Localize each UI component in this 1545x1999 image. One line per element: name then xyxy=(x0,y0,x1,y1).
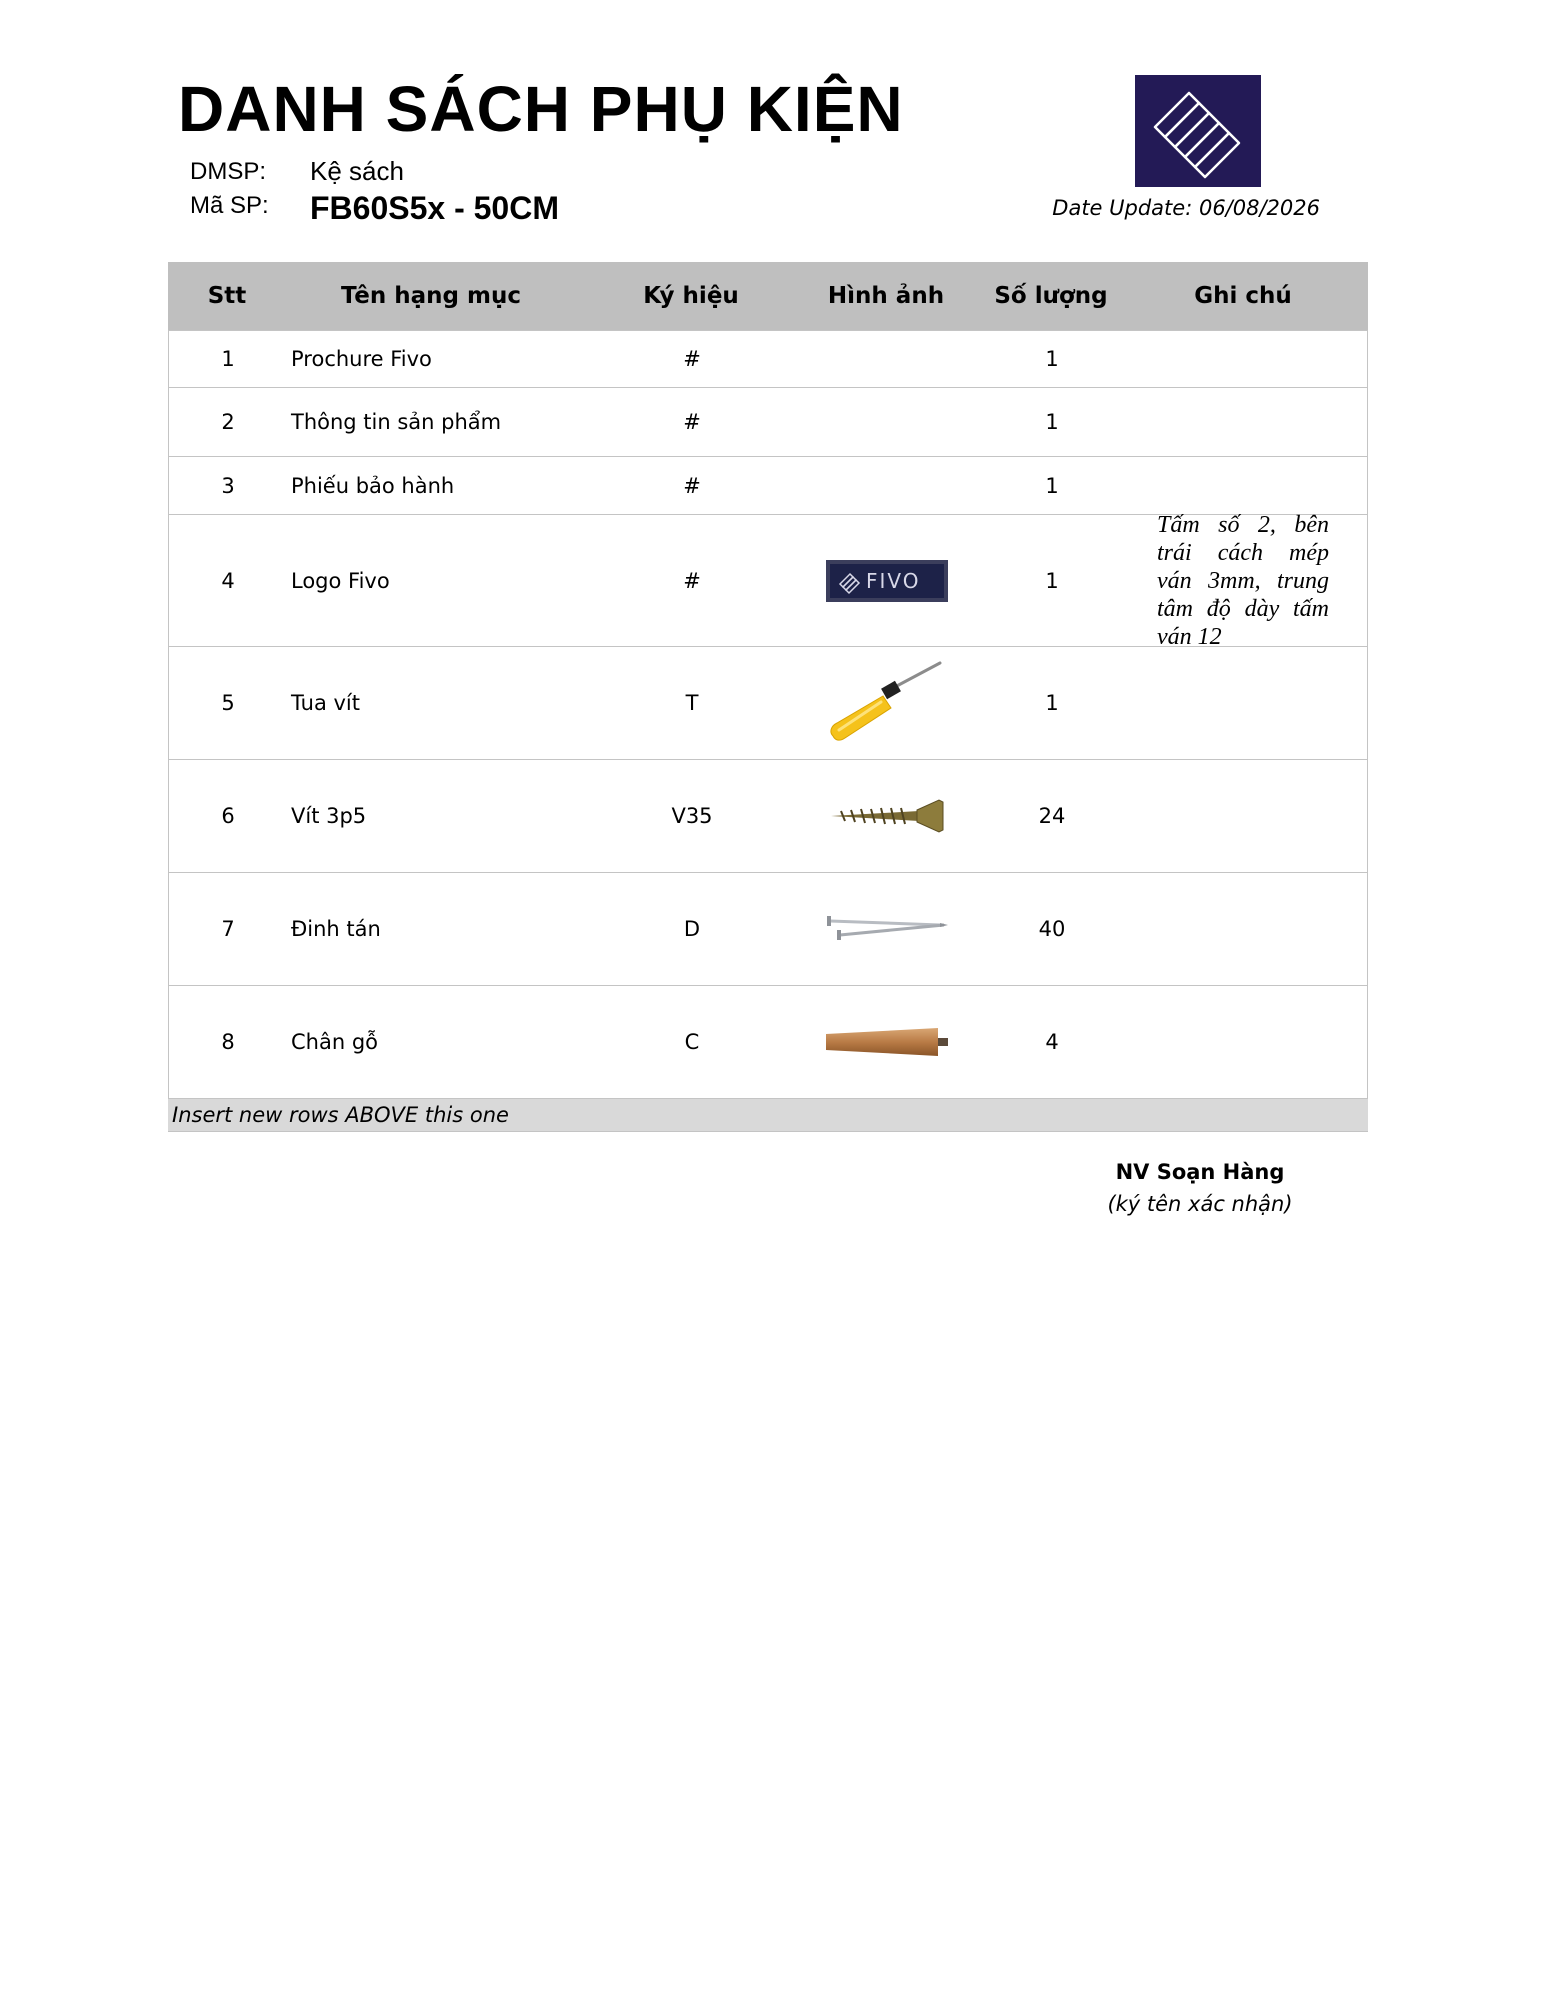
document-title: DANH SÁCH PHỤ KIỆN xyxy=(178,73,904,145)
cell-qty: 1 xyxy=(1045,568,1059,593)
table-row xyxy=(168,457,1368,515)
signature-block xyxy=(1060,1160,1340,1216)
cell-qty: 24 xyxy=(1038,804,1066,828)
cell-qty: 1 xyxy=(1045,347,1059,371)
cell-name: Vít 3p5 xyxy=(291,804,367,828)
table-row xyxy=(168,511,1368,650)
cell-symbol: D xyxy=(683,917,701,941)
cell-stt: 8 xyxy=(221,1030,235,1054)
table-header xyxy=(168,262,1368,330)
cell-image xyxy=(807,1024,967,1060)
cell-symbol: # xyxy=(683,568,701,593)
col-header-note: Ghi chú xyxy=(1194,283,1292,309)
insert-note-row: Insert new rows ABOVE this one xyxy=(168,1099,1368,1132)
col-header-stt: Stt xyxy=(207,283,247,309)
cell-image xyxy=(807,560,967,602)
dmsp-value: Kệ sách xyxy=(310,156,404,186)
ma-sp-label: Mã SP: xyxy=(190,192,269,219)
cell-name: Logo Fivo xyxy=(291,568,390,593)
cell-image xyxy=(807,909,967,949)
cell-stt: 3 xyxy=(221,473,235,498)
cell-image xyxy=(807,796,967,836)
screw-icon xyxy=(827,796,947,836)
table-row xyxy=(168,330,1368,388)
fivo-plate-text: FIVO xyxy=(866,568,921,593)
cell-stt: 6 xyxy=(221,804,235,828)
cell-image xyxy=(807,658,967,748)
table-row xyxy=(168,760,1368,873)
logo-stripes-icon xyxy=(1135,75,1261,187)
cell-stt: 1 xyxy=(221,347,235,371)
cell-name: Prochure Fivo xyxy=(291,347,432,371)
cell-name: Đinh tán xyxy=(291,917,381,941)
fivo-logo-plate-icon xyxy=(826,560,948,602)
cell-name: Chân gỗ xyxy=(291,1030,379,1054)
signature-title: NV Soạn Hàng xyxy=(1115,1160,1285,1184)
table-row xyxy=(168,986,1368,1099)
note-text: Tấm số 2, bên trái cách mép ván 3mm, trung tâm độ dày tấm ván 12 xyxy=(1157,511,1329,650)
cell-symbol: T xyxy=(685,691,699,715)
cell-name: Tua vít xyxy=(291,691,360,715)
cell-qty: 1 xyxy=(1045,473,1059,498)
accessory-table xyxy=(168,262,1368,1132)
cell-qty: 4 xyxy=(1045,1030,1059,1054)
signature-subtitle: (ký tên xác nhận) xyxy=(1107,1192,1293,1216)
company-logo xyxy=(1135,75,1261,187)
cell-note xyxy=(1137,511,1367,651)
screwdriver-icon xyxy=(825,658,949,748)
table-row xyxy=(168,388,1368,457)
col-header-qty: Số lượng xyxy=(994,283,1108,309)
cell-qty: 1 xyxy=(1045,691,1059,715)
cell-stt: 4 xyxy=(221,568,235,593)
cell-qty: 1 xyxy=(1045,410,1059,434)
cell-qty: 40 xyxy=(1038,917,1066,941)
wooden-leg-icon xyxy=(822,1024,952,1060)
col-header-name: Tên hạng mục xyxy=(340,283,521,309)
dmsp-label: DMSP: xyxy=(190,158,267,185)
col-header-image: Hình ảnh xyxy=(827,283,945,309)
table-row xyxy=(168,873,1368,986)
cell-name: Phiếu bảo hành xyxy=(291,473,455,498)
cell-symbol: V35 xyxy=(671,804,713,828)
cell-name: Thông tin sản phẩm xyxy=(291,410,502,434)
cell-stt: 2 xyxy=(221,410,235,434)
col-header-symbol: Ký hiệu xyxy=(643,283,739,309)
date-update: Date Update: 06/08/2026 xyxy=(1052,196,1320,220)
nails-icon xyxy=(824,909,950,949)
cell-symbol: # xyxy=(683,410,701,434)
cell-stt: 5 xyxy=(221,691,235,715)
cell-symbol: C xyxy=(684,1030,700,1054)
table-row xyxy=(168,647,1368,760)
cell-symbol: # xyxy=(683,347,701,371)
cell-symbol: # xyxy=(683,473,701,498)
ma-sp-value: FB60S5x - 50CM xyxy=(310,190,559,226)
cell-stt: 7 xyxy=(221,917,235,941)
